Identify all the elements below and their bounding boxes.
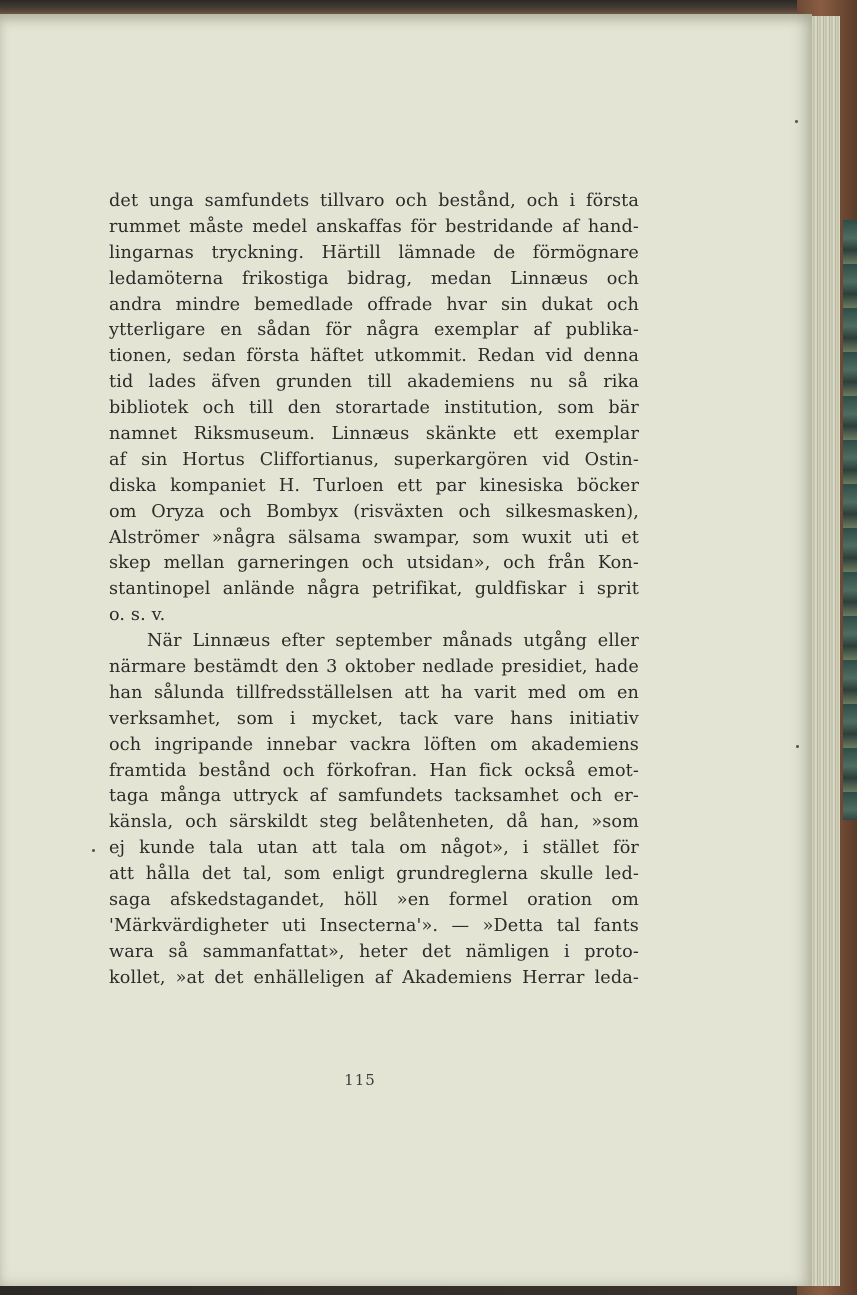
text-line: ytterligare en sådan för några exemplar af publika- — [109, 320, 639, 341]
page-number: 115 — [344, 1071, 376, 1089]
book-page — [0, 14, 812, 1286]
marbled-cover-edge — [843, 220, 857, 820]
text-line: om Oryza och Bombyx (risväxten och silkesmasken), — [109, 501, 639, 522]
text-line: det unga samfundets tillvaro och bestånd, och i första — [109, 191, 639, 211]
text-line: tid lades äfven grunden till akademiens nu så rika — [109, 372, 639, 393]
text-line: och ingripande innebar vackra löften om akademiens — [109, 734, 639, 755]
text-line: Alströmer »några sälsama swampar, som wuxit uti et — [109, 527, 639, 548]
paper-speck — [796, 745, 799, 748]
text-line: rummet måste medel anskaffas för bestridande af hand- — [109, 216, 639, 237]
text-line: kollet, »at det enhälleligen af Akademiens Herrar leda- — [109, 967, 639, 988]
text-line-paragraph-start: När Linnæus efter september månads utgång eller — [147, 631, 639, 652]
text-line: bibliotek och till den storartade institution, som bär — [109, 398, 639, 419]
text-line: känsla, och särskildt steg belåtenheten, då han, »som — [109, 812, 639, 833]
text-line: verksamhet, som i mycket, tack vare hans initiativ — [109, 708, 639, 729]
text-line: af sin Hortus Cliffortianus, superkargören vid Ostin- — [109, 449, 639, 470]
text-line: att hålla det tal, som enligt grundreglerna skulle led- — [109, 864, 639, 885]
text-line: ledamöterna frikostiga bidrag, medan Linnæus och — [109, 268, 639, 289]
text-line: närmare bestämdt den 3 oktober nedlade presidiet, hade — [109, 657, 639, 678]
text-line: han sålunda tillfredsställelsen att ha varit med om en — [109, 682, 639, 703]
text-line: framtida bestånd och förkofran. Han fick också emot- — [109, 760, 639, 781]
text-line: namnet Riksmuseum. Linnæus skänkte ett exemplar — [109, 424, 639, 445]
text-line: skep mellan garneringen och utsidan», och från Kon- — [109, 553, 639, 574]
text-line: saga afskedstagandet, höll »en formel oration om — [109, 890, 639, 911]
text-line: taga många uttryck af samfundets tacksamhet och er- — [109, 786, 639, 807]
text-line: lingarnas tryckning. Härtill lämnade de förmögnare — [109, 242, 639, 263]
text-line: tionen, sedan första häftet utkommit. Redan vid denna — [109, 346, 639, 367]
text-line: 'Märkvärdigheter uti Insecterna'». — »Detta tal fants — [109, 915, 639, 936]
paper-speck — [795, 120, 798, 123]
text-line-paragraph-end: o. s. v. — [109, 605, 166, 626]
text-line: ej kunde tala utan att tala om något», i stället för — [109, 838, 639, 859]
body-text — [109, 189, 639, 992]
text-line: andra mindre bemedlade offrade hvar sin dukat och — [109, 294, 639, 315]
text-line: wara så sammanfattat», heter det nämligen i proto- — [109, 941, 639, 962]
text-line: diska kompaniet H. Turloen ett par kinesiska böcker — [109, 475, 639, 496]
text-line: stantinopel anlände några petrifikat, guldfiskar i sprit — [109, 579, 639, 600]
top-edge — [0, 0, 857, 14]
paper-speck — [92, 849, 95, 852]
